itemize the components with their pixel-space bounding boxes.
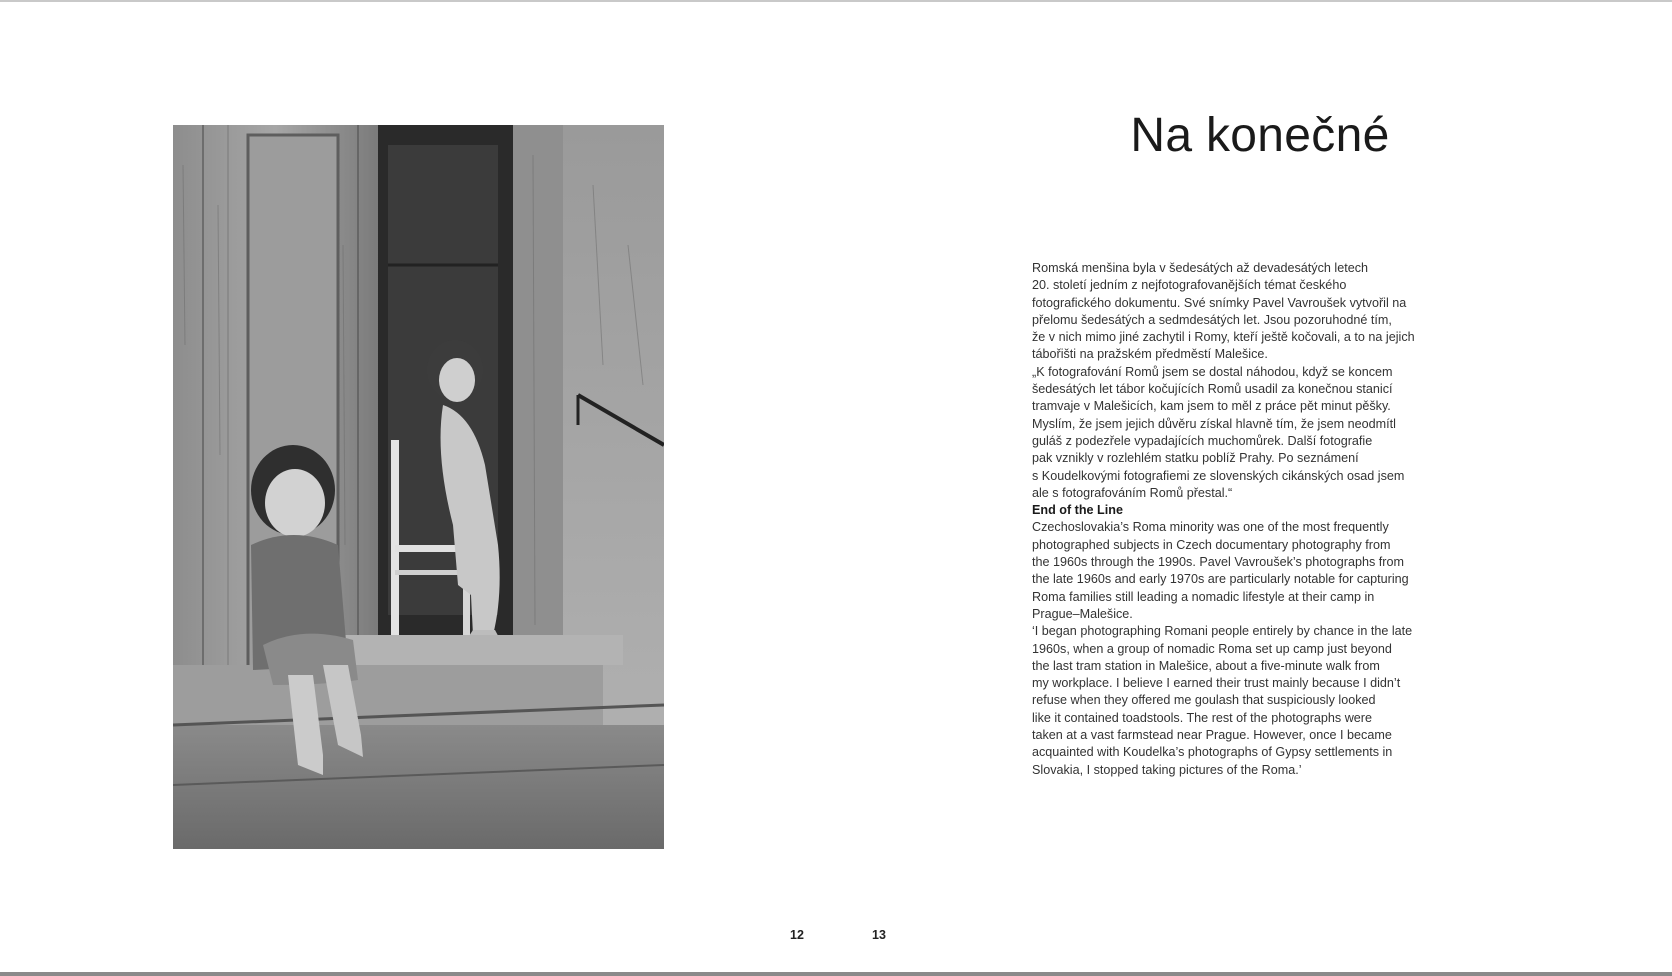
photograph	[173, 125, 664, 849]
article-body	[1032, 260, 1482, 779]
english-paragraph: Czechoslovakia’s Roma minority was one of the most frequently photographed subjects in Czech documentary photography from the 1960s through the 1990s. Pavel Vavroušek’s photographs from the late 1960s and early 1970s are particularly notable for capturing Roma families still leading a nomadic lifestyle at their camp in Prague–Malešice.	[1032, 520, 1409, 621]
english-heading: End of the Line	[1032, 503, 1123, 518]
page-number-right: 13	[872, 928, 886, 942]
page-number-left: 12	[790, 928, 804, 942]
page-title: Na konečné	[1130, 109, 1390, 162]
czech-quote-paragraph: „K fotografování Romů jsem se dostal náhodou, když se koncem šedesátých let tábor kočujících Romů usadil za konečnou stanicí tramvaje v Malešicích, kam jsem to měl z práce pět minut pěšky. Myslím, že jsem jejich důvěru získal hlavně tím, že jsem neodmítl guláš z podezřele vypadajících muchomůrek. Další fotografie pak vznikly v rozlehlém statku poblíž Prahy. Po seznámení s Koudelkovými fotografiemi ze slovenských cikánských osad jsem ale s fotografováním Romů přestal.“	[1032, 364, 1405, 500]
top-border	[0, 0, 1672, 2]
english-quote-paragraph: ‘I began photographing Romani people entirely by chance in the late 1960s, when a group of nomadic Roma set up camp just beyond the last tram station in Malešice, about a five-minute walk from my workplace. I believe I earned their trust mainly because I didn’t refuse when they offered me goulash that suspiciously looked like it contained toadstools. The rest of the photographs were taken at a vast farmstead near Prague. However, once I became acquainted with Koudelka’s photographs of Gypsy settlements in Slovakia, I stopped taking pictures of the Roma.’	[1032, 624, 1413, 777]
bottom-border	[0, 972, 1672, 976]
czech-paragraph: Romská menšina byla v šedesátých až devadesátých letech 20. století jedním z nejfotografovanějších témat českého fotografického dokumentu. Své snímky Pavel Vavroušek vytvořil na přelomu šedesátých a sedmdesátých let. Jsou pozoruhodné tím, že v nich mimo jiné zachytil i Romy, kteří ještě kočovali, a to na jejich tábořišti na pražském předměstí Malešice.	[1032, 261, 1415, 362]
